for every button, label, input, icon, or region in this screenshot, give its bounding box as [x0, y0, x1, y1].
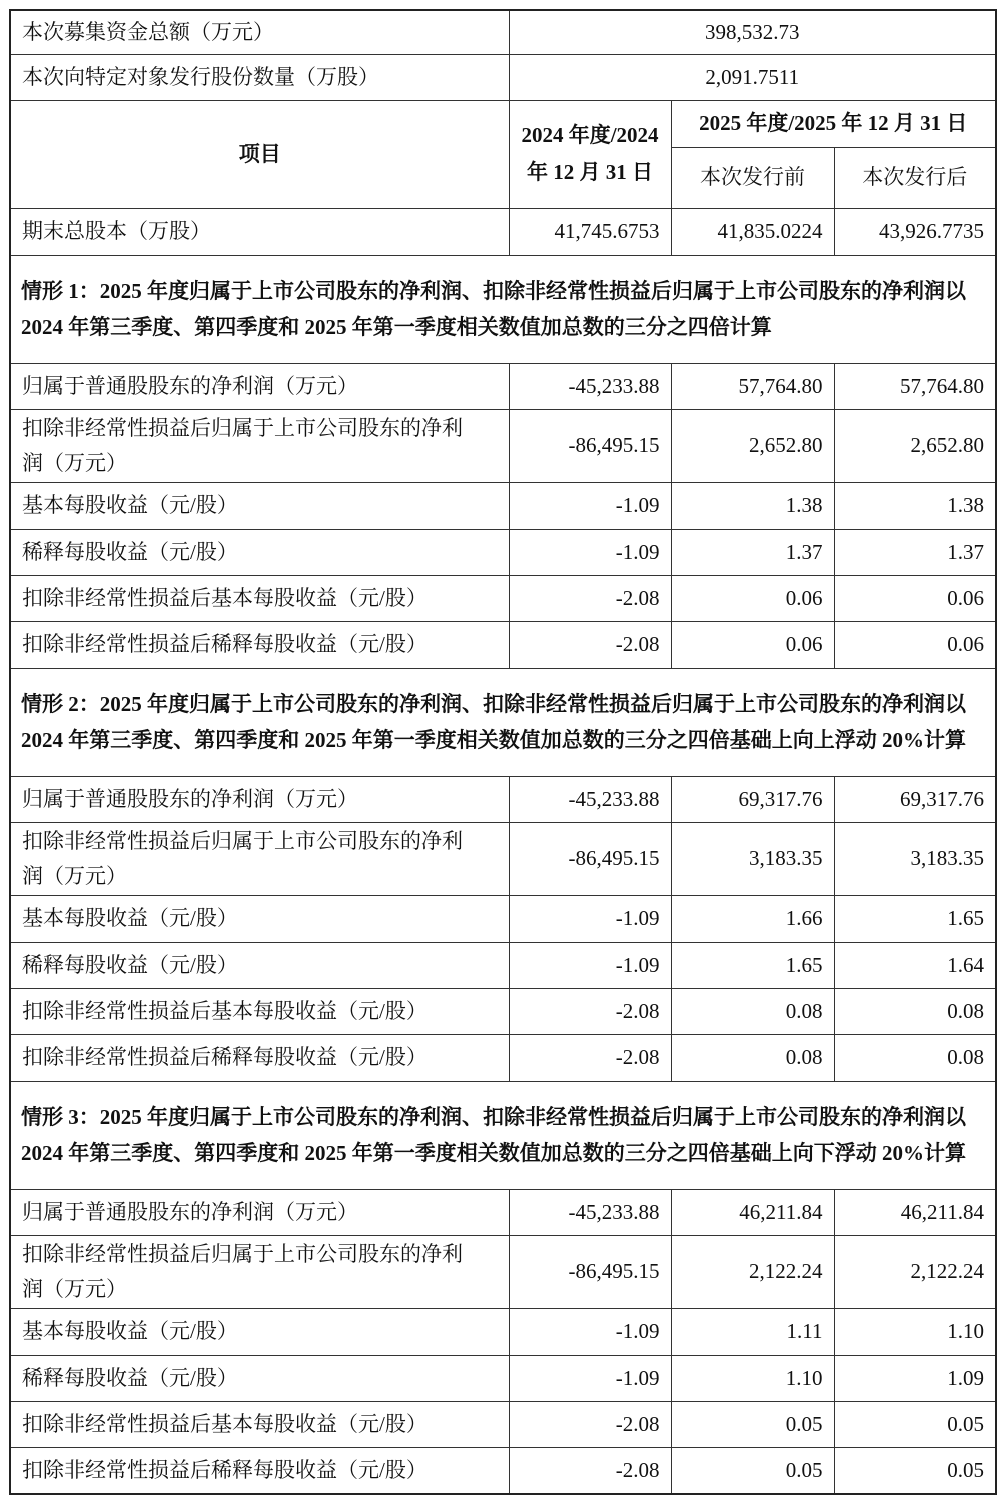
value-after: 2,122.24: [834, 1235, 996, 1308]
value-2024: 41,745.6753: [509, 208, 671, 255]
value-before: 1.66: [671, 895, 834, 942]
summary-row: [10, 10, 996, 54]
value-2024: -1.09: [509, 895, 671, 942]
header-row: [10, 100, 996, 147]
value-before: 0.06: [671, 575, 834, 621]
table-row: [10, 822, 996, 895]
value-2024: -2.08: [509, 621, 671, 668]
value-after: 3,183.35: [834, 822, 996, 895]
table-row: [10, 482, 996, 529]
value-before: 0.06: [671, 621, 834, 668]
header-2024: 2024 年度/2024 年 12 月 31 日: [509, 100, 671, 208]
value-2024: -86,495.15: [509, 822, 671, 895]
scenario-heading-row: [10, 668, 996, 776]
value-after: 0.06: [834, 621, 996, 668]
row-label: 扣除非经常性损益后基本每股收益（元/股）: [10, 1401, 509, 1447]
value-after: 0.08: [834, 1034, 996, 1081]
value-2024: -1.09: [509, 942, 671, 988]
value-after: 0.08: [834, 988, 996, 1034]
value-before: 41,835.0224: [671, 208, 834, 255]
value-before: 0.05: [671, 1401, 834, 1447]
value-after: 1.09: [834, 1355, 996, 1401]
share-capital-row: [10, 208, 996, 255]
scenario-heading-row: [10, 255, 996, 363]
header-item: 项目: [10, 100, 509, 208]
row-label: 扣除非经常性损益后归属于上市公司股东的净利润（万元）: [10, 409, 509, 482]
table-row: [10, 529, 996, 575]
row-label: 扣除非经常性损益后稀释每股收益（元/股）: [10, 1034, 509, 1081]
eps-dilution-table: [9, 9, 997, 1495]
row-label: 扣除非经常性损益后基本每股收益（元/股）: [10, 988, 509, 1034]
row-label: 期末总股本（万股）: [10, 208, 509, 255]
table-row: [10, 988, 996, 1034]
value-2024: -2.08: [509, 575, 671, 621]
row-label: 稀释每股收益（元/股）: [10, 529, 509, 575]
value-after: 1.10: [834, 1308, 996, 1355]
scenario-title: 情形 3：2025 年度归属于上市公司股东的净利润、扣除非经常性损益后归属于上市公司股东的净利润以 2024 年第三季度、第四季度和 2025 年第一季度相关数值加总数的三分之四倍基础上向下浮动 20%计算: [10, 1081, 996, 1189]
row-label: 稀释每股收益（元/股）: [10, 942, 509, 988]
value-before: 0.05: [671, 1447, 834, 1494]
table-row: [10, 776, 996, 822]
value-before: 3,183.35: [671, 822, 834, 895]
value-after: 1.64: [834, 942, 996, 988]
row-label: 扣除非经常性损益后归属于上市公司股东的净利润（万元）: [10, 1235, 509, 1308]
row-label: 本次募集资金总额（万元）: [10, 10, 509, 54]
row-label: 归属于普通股股东的净利润（万元）: [10, 1189, 509, 1235]
scenario-heading-row: [10, 1081, 996, 1189]
value-before: 1.65: [671, 942, 834, 988]
value-2024: -45,233.88: [509, 776, 671, 822]
row-label: 扣除非经常性损益后基本每股收益（元/股）: [10, 575, 509, 621]
value-before: 57,764.80: [671, 363, 834, 409]
table-row: [10, 942, 996, 988]
table-row: [10, 1189, 996, 1235]
value-2024: -2.08: [509, 1034, 671, 1081]
value-after: 1.65: [834, 895, 996, 942]
header-2025-group: 2025 年度/2025 年 12 月 31 日: [671, 100, 996, 147]
table-row: [10, 1447, 996, 1494]
row-value: 2,091.7511: [509, 54, 996, 100]
summary-row: [10, 54, 996, 100]
row-label: 扣除非经常性损益后稀释每股收益（元/股）: [10, 621, 509, 668]
value-after: 0.06: [834, 575, 996, 621]
row-label: 基本每股收益（元/股）: [10, 895, 509, 942]
row-label: 归属于普通股股东的净利润（万元）: [10, 776, 509, 822]
value-2024: -86,495.15: [509, 409, 671, 482]
value-before: 2,122.24: [671, 1235, 834, 1308]
value-after: 1.38: [834, 482, 996, 529]
row-label: 归属于普通股股东的净利润（万元）: [10, 363, 509, 409]
value-2024: -2.08: [509, 988, 671, 1034]
row-label: 基本每股收益（元/股）: [10, 1308, 509, 1355]
value-after: 0.05: [834, 1401, 996, 1447]
value-after: 1.37: [834, 529, 996, 575]
value-2024: -2.08: [509, 1447, 671, 1494]
value-2024: -2.08: [509, 1401, 671, 1447]
value-after: 0.05: [834, 1447, 996, 1494]
value-2024: -1.09: [509, 1308, 671, 1355]
value-after: 46,211.84: [834, 1189, 996, 1235]
row-label: 稀释每股收益（元/股）: [10, 1355, 509, 1401]
value-2024: -1.09: [509, 482, 671, 529]
value-before: 1.11: [671, 1308, 834, 1355]
scenario-title: 情形 1：2025 年度归属于上市公司股东的净利润、扣除非经常性损益后归属于上市公司股东的净利润以 2024 年第三季度、第四季度和 2025 年第一季度相关数值加总数的三分之四倍计算: [10, 255, 996, 363]
table-row: [10, 409, 996, 482]
table-row: [10, 1355, 996, 1401]
value-before: 1.10: [671, 1355, 834, 1401]
value-2024: -86,495.15: [509, 1235, 671, 1308]
value-2024: -1.09: [509, 529, 671, 575]
scenario-title: 情形 2：2025 年度归属于上市公司股东的净利润、扣除非经常性损益后归属于上市公司股东的净利润以 2024 年第三季度、第四季度和 2025 年第一季度相关数值加总数的三分之四倍基础上向上浮动 20%计算: [10, 668, 996, 776]
value-before: 2,652.80: [671, 409, 834, 482]
table-row: [10, 1034, 996, 1081]
table-row: [10, 1401, 996, 1447]
value-before: 0.08: [671, 1034, 834, 1081]
table-row: [10, 1235, 996, 1308]
header-before: 本次发行前: [671, 147, 834, 208]
value-2024: -45,233.88: [509, 1189, 671, 1235]
value-before: 0.08: [671, 988, 834, 1034]
value-after: 57,764.80: [834, 363, 996, 409]
value-2024: -45,233.88: [509, 363, 671, 409]
table-row: [10, 895, 996, 942]
table-row: [10, 1308, 996, 1355]
header-after: 本次发行后: [834, 147, 996, 208]
row-label: 扣除非经常性损益后归属于上市公司股东的净利润（万元）: [10, 822, 509, 895]
value-before: 46,211.84: [671, 1189, 834, 1235]
value-before: 69,317.76: [671, 776, 834, 822]
table-row: [10, 575, 996, 621]
row-label: 扣除非经常性损益后稀释每股收益（元/股）: [10, 1447, 509, 1494]
value-2024: -1.09: [509, 1355, 671, 1401]
value-after: 2,652.80: [834, 409, 996, 482]
value-after: 69,317.76: [834, 776, 996, 822]
row-value: 398,532.73: [509, 10, 996, 54]
value-after: 43,926.7735: [834, 208, 996, 255]
value-before: 1.37: [671, 529, 834, 575]
value-before: 1.38: [671, 482, 834, 529]
table-row: [10, 621, 996, 668]
row-label: 基本每股收益（元/股）: [10, 482, 509, 529]
row-label: 本次向特定对象发行股份数量（万股）: [10, 54, 509, 100]
table-row: [10, 363, 996, 409]
